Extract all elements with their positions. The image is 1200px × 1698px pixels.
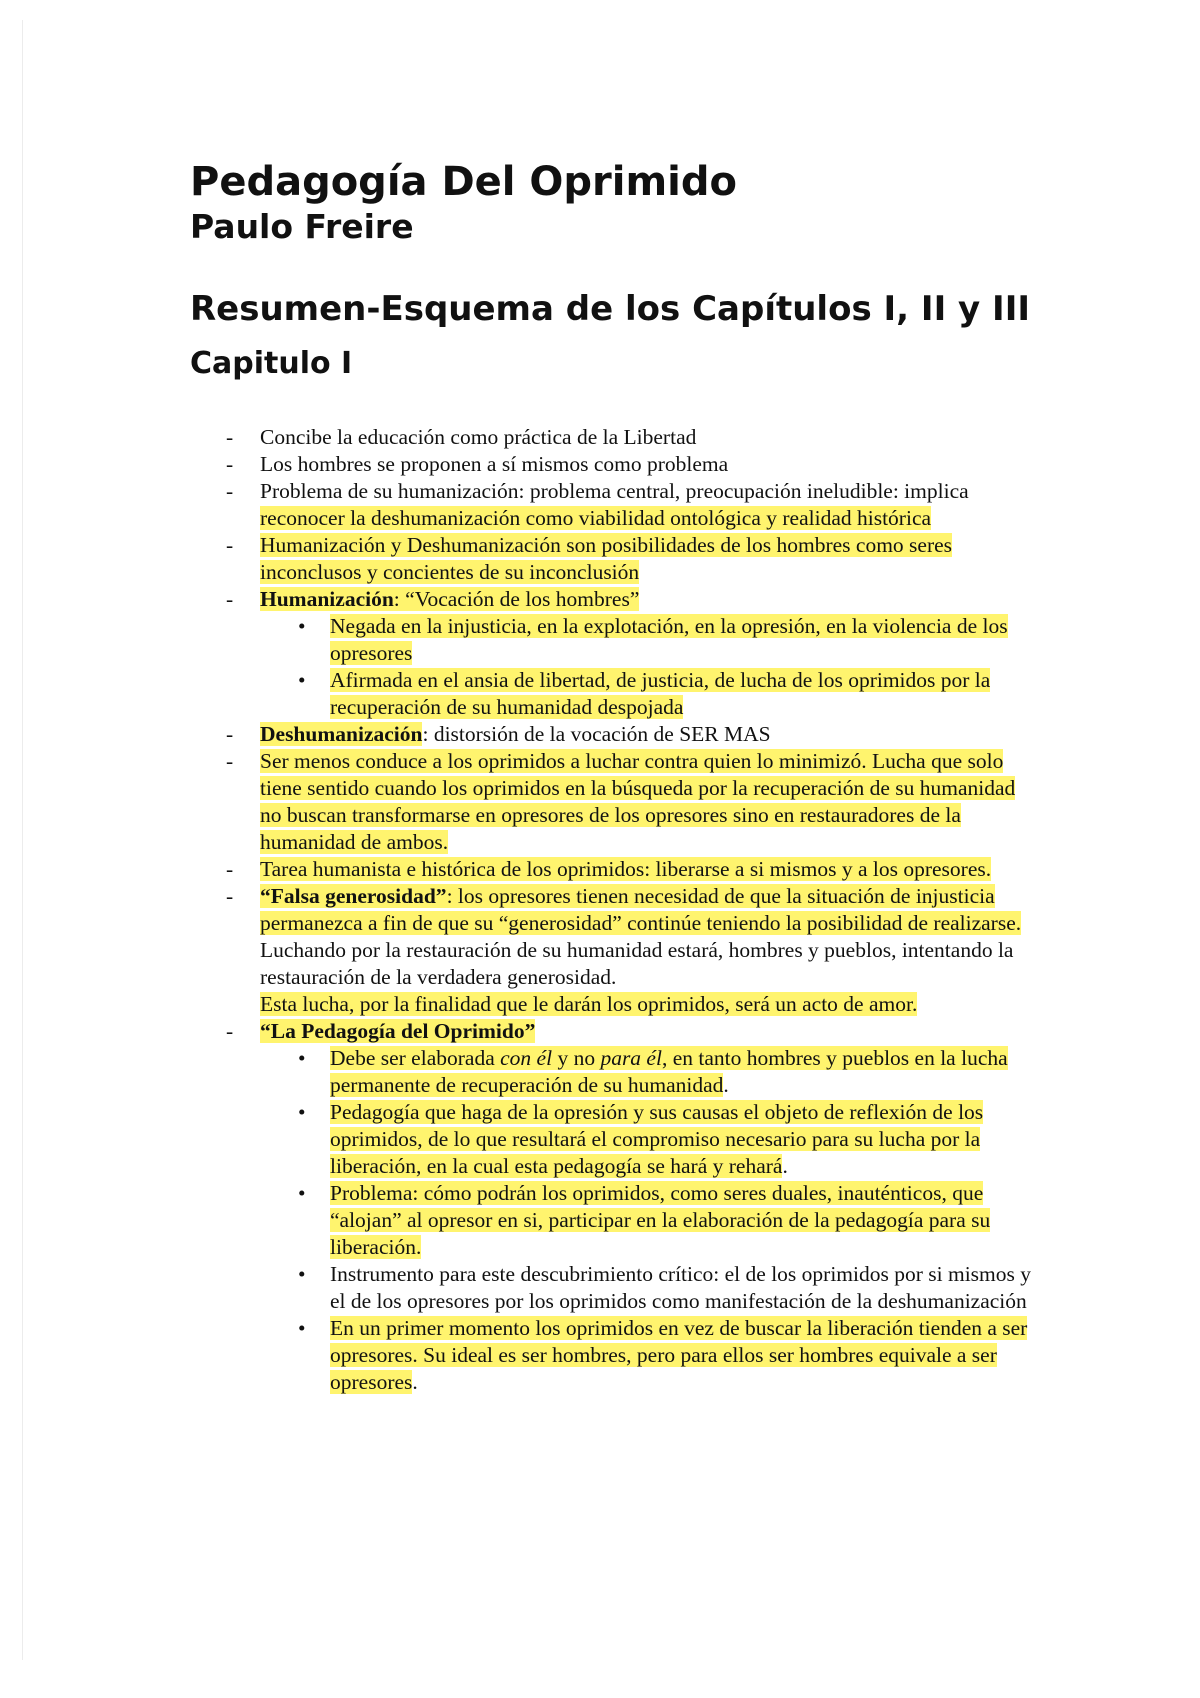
highlighted-text: Humanización y Deshumanización son posibilidades de los hombres como seres inconclusos y concientes de su inconclusión xyxy=(260,533,953,584)
item-text: Concibe la educación como práctica de la Libertad xyxy=(260,425,697,449)
list-item xyxy=(190,586,1040,721)
highlighted-text: Pedagogía que haga de la opresión y sus causas el objeto de reflexión de los oprimidos, de lo que resultará el compromiso necesario para su lucha por la liberación, en la cual esta pedagogía se hará y rehará xyxy=(330,1100,984,1178)
highlighted-text: Ser menos conduce a los oprimidos a luchar contra quien lo minimizó. Lucha que solo tiene sentido cuando los oprimidos en la búsqueda por la recuperación de su humanidad no buscan transformarse en opresores de los opresores sino en restauradores de la humanidad de ambos. xyxy=(260,749,1016,854)
list-item xyxy=(190,1018,1040,1396)
bullet-marker: • xyxy=(298,614,306,638)
dash-marker: - xyxy=(226,884,234,908)
highlighted-text: Problema: cómo podrán los oprimidos, como seres duales, inauténticos, que “alojan” al opresor en si, participar en la elaboración de la pedagogía para su liberación. xyxy=(330,1181,991,1259)
list-item xyxy=(190,721,1040,748)
dash-marker: - xyxy=(226,479,234,503)
item-text: . xyxy=(782,1154,788,1178)
bullet-marker: • xyxy=(298,1181,306,1205)
chapter-heading: Capitulo I xyxy=(190,346,353,381)
list-item xyxy=(190,424,1040,451)
summary-list xyxy=(190,424,1040,1396)
sub-list-item xyxy=(260,1180,1040,1261)
item-text: . xyxy=(412,1370,418,1394)
bold-term: Humanización xyxy=(260,587,394,611)
item-text: : distorsión de la vocación de SER MAS xyxy=(422,722,771,746)
sub-list-item xyxy=(260,1045,1040,1099)
dash-marker: - xyxy=(226,425,234,449)
bullet-marker: • xyxy=(298,1046,306,1070)
bullet-marker: • xyxy=(298,1100,306,1124)
highlighted-text: Esta lucha, por la finalidad que le darán los oprimidos, será un acto de amor. xyxy=(260,992,918,1016)
item-text: Luchando por la restauración de su humanidad estará, hombres y pueblos, intentando la restauración de la verdadera generosidad. xyxy=(260,938,1014,989)
dash-marker: - xyxy=(226,533,234,557)
sub-list-item xyxy=(260,1315,1040,1396)
list-item xyxy=(190,532,1040,586)
dash-marker: - xyxy=(226,1019,234,1043)
document-content xyxy=(190,158,1040,1396)
bold-term: Deshumanización xyxy=(260,722,423,746)
sub-list-item xyxy=(260,1099,1040,1180)
bold-term: “Falsa generosidad” xyxy=(260,884,447,908)
sub-list xyxy=(260,613,1040,721)
sub-list-item xyxy=(260,613,1040,667)
list-item xyxy=(190,856,1040,883)
item-text: Problema de su humanización: problema central, preocupación ineludible: implica xyxy=(260,479,969,503)
dash-marker: - xyxy=(226,722,234,746)
dash-marker: - xyxy=(226,749,234,773)
item-text: Debe ser elaborada xyxy=(330,1046,501,1070)
item-text: . xyxy=(723,1073,729,1097)
highlighted-text: reconocer la deshumanización como viabilidad ontológica y realidad histórica xyxy=(260,506,932,530)
dash-marker: - xyxy=(226,587,234,611)
bullet-marker: • xyxy=(298,1262,306,1286)
bullet-marker: • xyxy=(298,1316,306,1340)
list-item xyxy=(190,451,1040,478)
bullet-marker: • xyxy=(298,668,306,692)
document-subtitle: Resumen-Esquema de los Capítulos I, II y III xyxy=(190,289,1031,329)
list-item xyxy=(190,883,1040,1018)
bold-term: “La Pedagogía del Oprimido” xyxy=(260,1019,536,1043)
highlighted-text: Afirmada en el ansia de libertad, de justicia, de lucha de los oprimidos por la recuperación de su humanidad despojada xyxy=(330,668,991,719)
item-text: Los hombres se proponen a sí mismos como problema xyxy=(260,452,729,476)
item-text: : los opresores tienen necesidad de que la situación de injusticia permanezca a fin de que su “generosidad” continúe teniendo la posibilidad de realizarse. xyxy=(260,884,1022,935)
highlighted-text: En un primer momento los oprimidos en vez de buscar la liberación tienden a ser opresores. Su ideal es ser hombres, pero para ellos ser hombres equivale a ser opresores xyxy=(330,1316,1028,1394)
sub-list xyxy=(260,1045,1040,1396)
list-item xyxy=(190,748,1040,856)
highlighted-text: Negada en la injusticia, en la explotación, en la opresión, en la violencia de los opresores xyxy=(330,614,1008,665)
sub-list-item xyxy=(260,667,1040,721)
dash-marker: - xyxy=(226,452,234,476)
sub-list-item xyxy=(260,1261,1040,1315)
item-text: : “Vocación de los hombres” xyxy=(393,587,640,611)
item-text: y no xyxy=(552,1046,601,1070)
item-text: , en tanto hombres y pueblos en la lucha permanente de recuperación de su humanidad xyxy=(330,1046,1008,1097)
list-item xyxy=(190,478,1040,532)
italic-term: para él xyxy=(600,1046,662,1070)
page-edge-divider xyxy=(22,20,23,1660)
item-text: Instrumento para este descubrimiento crítico: el de los oprimidos por si mismos y el de los opresores por los oprimidos como manifestación de la deshumanización xyxy=(330,1262,1032,1313)
document-title: Pedagogía Del Oprimido xyxy=(190,159,737,205)
dash-marker: - xyxy=(226,857,234,881)
document-author: Paulo Freire xyxy=(190,207,414,246)
highlighted-text: Tarea humanista e histórica de los oprimidos: liberarse a si mismos y a los opresores. xyxy=(260,857,992,881)
italic-term: con él xyxy=(500,1046,553,1070)
